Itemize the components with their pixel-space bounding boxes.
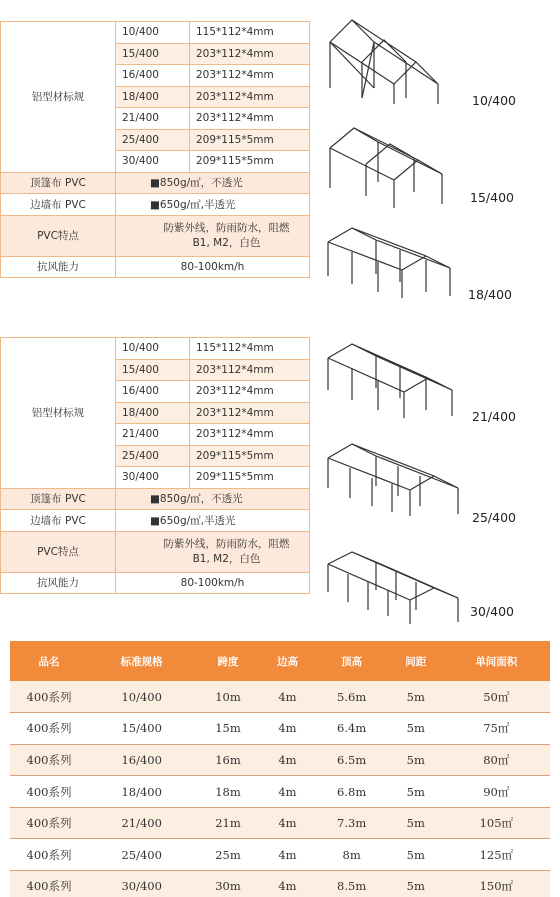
- model-cell: 10/400: [116, 22, 190, 44]
- wall-label: 边墙布 PVC: [1, 194, 116, 216]
- frame-label: 30/400: [470, 604, 514, 619]
- table-cell: 4m: [261, 776, 315, 808]
- wall-value: ■650g/㎡,半透光: [116, 510, 310, 532]
- table-cell: 5m: [389, 839, 443, 871]
- model-cell: 15/400: [116, 359, 190, 381]
- size-cell: 203*112*4mm: [190, 424, 310, 446]
- size-cell: 203*112*4mm: [190, 402, 310, 424]
- table-cell: 30/400: [88, 871, 195, 897]
- size-cell: 115*112*4mm: [190, 338, 310, 360]
- table-cell: 7.3m: [314, 807, 389, 839]
- pvc-value: [116, 215, 310, 256]
- table-cell: 90㎡: [443, 776, 550, 808]
- table-cell: 25m: [195, 839, 260, 871]
- table-cell: 150㎡: [443, 871, 550, 897]
- column-header: 单间面积: [443, 641, 550, 681]
- table-cell: 5m: [389, 744, 443, 776]
- model-cell: 25/400: [116, 129, 190, 151]
- size-cell: 203*112*4mm: [190, 359, 310, 381]
- model-cell: 21/400: [116, 108, 190, 130]
- tent-frame-illustration: [322, 544, 462, 626]
- size-cell: 209*115*5mm: [190, 129, 310, 151]
- model-cell: 16/400: [116, 65, 190, 87]
- wind-value: 80-100km/h: [116, 256, 310, 278]
- roof-label: 顶篷布 PVC: [1, 172, 116, 194]
- table-cell: 4m: [261, 807, 315, 839]
- table-cell: 5.6m: [314, 681, 389, 713]
- roof-label: 顶篷布 PVC: [1, 488, 116, 510]
- pvc-label: PVC特点: [1, 531, 116, 572]
- table-cell: 5m: [389, 776, 443, 808]
- table-cell: 25/400: [88, 839, 195, 871]
- model-cell: 16/400: [116, 381, 190, 403]
- table-cell: 4m: [261, 871, 315, 897]
- table-cell: 15/400: [88, 713, 195, 745]
- table-cell: 5m: [389, 871, 443, 897]
- table-cell: 8m: [314, 839, 389, 871]
- table-cell: 8.5m: [314, 871, 389, 897]
- table-cell: 105㎡: [443, 807, 550, 839]
- table-cell: 5m: [389, 681, 443, 713]
- table-cell: 21/400: [88, 807, 195, 839]
- table-cell: 6.4m: [314, 713, 389, 745]
- spec-table-1: [0, 21, 310, 278]
- specs-summary-table: [10, 641, 550, 897]
- table-cell: 16/400: [88, 744, 195, 776]
- tent-frame-illustration: [322, 120, 450, 212]
- table-cell: 6.8m: [314, 776, 389, 808]
- table-cell: 400系列: [10, 807, 88, 839]
- size-cell: 209*115*5mm: [190, 151, 310, 173]
- table-cell: 50㎡: [443, 681, 550, 713]
- column-header: 品名: [10, 641, 88, 681]
- table-cell: 400系列: [10, 681, 88, 713]
- profile-label: 铝型材标规: [1, 22, 116, 173]
- table-row: [10, 807, 550, 839]
- table-cell: 75㎡: [443, 713, 550, 745]
- table-row: [10, 776, 550, 808]
- size-cell: 115*112*4mm: [190, 22, 310, 44]
- wind-value: 80-100km/h: [116, 572, 310, 594]
- size-cell: 203*112*4mm: [190, 43, 310, 65]
- pvc-value-line1: 防紫外线，防雨防水，阻燃: [163, 537, 290, 550]
- model-cell: 18/400: [116, 402, 190, 424]
- model-cell: 21/400: [116, 424, 190, 446]
- table-row: [10, 744, 550, 776]
- column-header: 边高: [261, 641, 315, 681]
- table-cell: 18m: [195, 776, 260, 808]
- pvc-label: PVC特点: [1, 215, 116, 256]
- wall-label: 边墙布 PVC: [1, 510, 116, 532]
- pvc-value-line2: B1, M2，白色: [192, 236, 261, 249]
- table-row: [10, 681, 550, 713]
- table-cell: 18/400: [88, 776, 195, 808]
- frame-label: 10/400: [472, 93, 516, 108]
- table-row: [10, 713, 550, 745]
- table-cell: 400系列: [10, 871, 88, 897]
- model-cell: 30/400: [116, 151, 190, 173]
- size-cell: 203*112*4mm: [190, 86, 310, 108]
- wall-value: ■650g/㎡,半透光: [116, 194, 310, 216]
- table-cell: 400系列: [10, 776, 88, 808]
- table-cell: 15m: [195, 713, 260, 745]
- size-cell: 203*112*4mm: [190, 65, 310, 87]
- table-cell: 21m: [195, 807, 260, 839]
- wind-label: 抗风能力: [1, 256, 116, 278]
- table-cell: 30m: [195, 871, 260, 897]
- pvc-value-line2: B1, M2，白色: [192, 552, 261, 565]
- column-header: 标准规格: [88, 641, 195, 681]
- pvc-value: [116, 531, 310, 572]
- table-row: [10, 871, 550, 897]
- frame-label: 25/400: [472, 510, 516, 525]
- tent-frame-illustration: [322, 12, 450, 107]
- table-row: [10, 839, 550, 871]
- model-cell: 25/400: [116, 445, 190, 467]
- table-cell: 4m: [261, 681, 315, 713]
- column-header: 间距: [389, 641, 443, 681]
- table-cell: 5m: [389, 807, 443, 839]
- model-cell: 18/400: [116, 86, 190, 108]
- table-cell: 4m: [261, 744, 315, 776]
- size-cell: 203*112*4mm: [190, 108, 310, 130]
- roof-value: ■850g/㎡，不透光: [116, 488, 310, 510]
- table-cell: 4m: [261, 713, 315, 745]
- wind-label: 抗风能力: [1, 572, 116, 594]
- tent-frame-illustration: [322, 340, 456, 420]
- table-cell: 400系列: [10, 744, 88, 776]
- table-cell: 400系列: [10, 839, 88, 871]
- frame-label: 15/400: [470, 190, 514, 205]
- roof-value: ■850g/㎡，不透光: [116, 172, 310, 194]
- column-header: 跨度: [195, 641, 260, 681]
- frame-label: 21/400: [472, 409, 516, 424]
- table-cell: 400系列: [10, 713, 88, 745]
- table-cell: 4m: [261, 839, 315, 871]
- profile-label: 铝型材标规: [1, 338, 116, 489]
- table-cell: 5m: [389, 713, 443, 745]
- tent-frame-illustration: [322, 222, 454, 300]
- table-cell: 10/400: [88, 681, 195, 713]
- model-cell: 15/400: [116, 43, 190, 65]
- size-cell: 203*112*4mm: [190, 381, 310, 403]
- table-cell: 6.5m: [314, 744, 389, 776]
- size-cell: 209*115*5mm: [190, 445, 310, 467]
- spec-table-2: [0, 337, 310, 594]
- size-cell: 209*115*5mm: [190, 467, 310, 489]
- pvc-value-line1: 防紫外线，防雨防水，阻燃: [163, 221, 290, 234]
- table-cell: 16m: [195, 744, 260, 776]
- model-cell: 10/400: [116, 338, 190, 360]
- table-header-row: [10, 641, 550, 681]
- frame-label: 18/400: [468, 287, 512, 302]
- table-cell: 125㎡: [443, 839, 550, 871]
- tent-frame-illustration: [322, 436, 462, 518]
- model-cell: 30/400: [116, 467, 190, 489]
- column-header: 顶高: [314, 641, 389, 681]
- table-cell: 10m: [195, 681, 260, 713]
- table-cell: 80㎡: [443, 744, 550, 776]
